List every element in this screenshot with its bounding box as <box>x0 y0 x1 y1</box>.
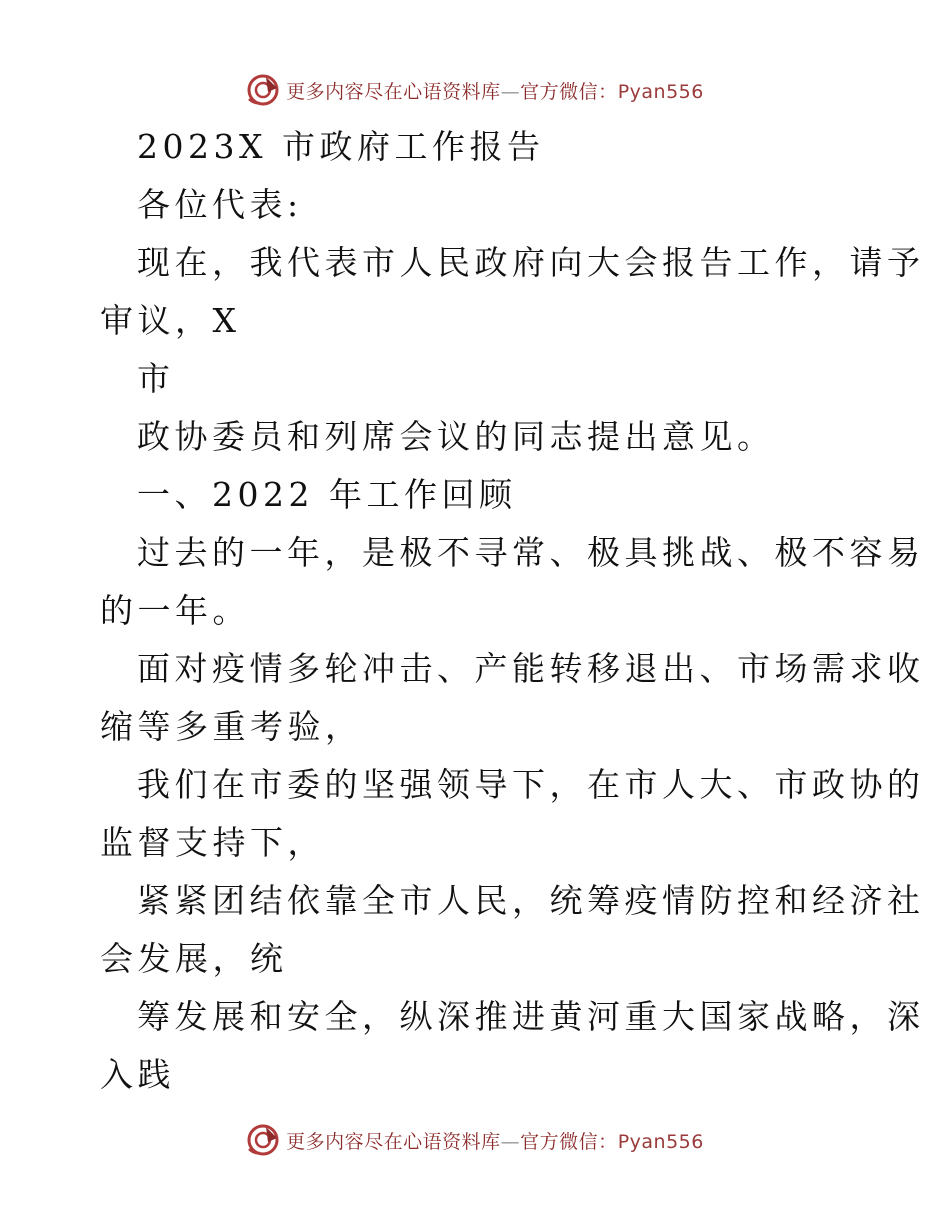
text-line: 入践 <box>100 1055 175 1094</box>
text-line: 会发展，统 <box>100 939 288 978</box>
header-watermark-banner <box>0 70 950 110</box>
text-line: 2023X 市政府工作报告 <box>137 127 545 166</box>
banner-text: 更多内容尽在心语资料库—官方微信：Pyan556 <box>286 80 704 103</box>
document-body <box>100 118 925 1104</box>
text-line: 我们在市委的坚强领导下，在市人大、市政协的 <box>137 765 925 804</box>
text-line: 政协委员和列席会议的同志提出意见。 <box>137 417 775 456</box>
footer-watermark-banner <box>0 1120 950 1160</box>
text-line: 紧紧团结依靠全市人民，统筹疫情防控和经济社 <box>137 881 925 920</box>
pen-logo-icon <box>246 1123 280 1157</box>
text-line: 市 <box>137 359 175 398</box>
text-line: 的一年。 <box>100 591 250 630</box>
text-line: 一、2022 年工作回顾 <box>137 475 517 514</box>
text-line: 审议，X <box>100 301 241 340</box>
text-line: 缩等多重考验， <box>100 707 363 746</box>
text-line: 现在，我代表市人民政府向大会报告工作，请予 <box>137 243 925 282</box>
banner-text: 更多内容尽在心语资料库—官方微信：Pyan556 <box>286 1130 704 1153</box>
text-line: 面对疫情多轮冲击、产能转移退出、市场需求收 <box>137 649 925 688</box>
text-line: 各位代表: <box>137 185 303 224</box>
pen-logo-icon <box>246 73 280 107</box>
text-line: 监督支持下， <box>100 823 325 862</box>
text-line: 过去的一年，是极不寻常、极具挑战、极不容易 <box>137 533 925 572</box>
text-line: 筹发展和安全，纵深推进黄河重大国家战略，深 <box>137 997 925 1036</box>
